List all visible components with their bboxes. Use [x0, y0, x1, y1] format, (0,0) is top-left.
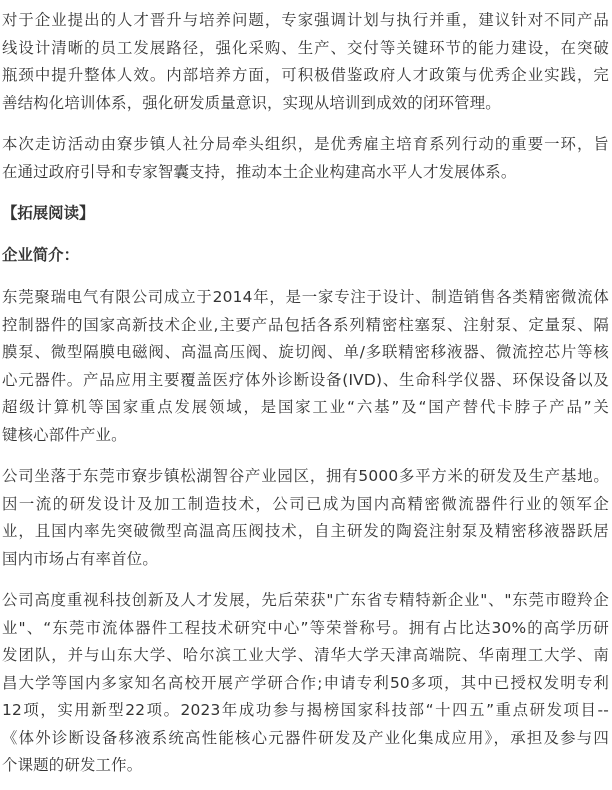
text-line: 《体外诊断设备移液系统高性能核心元器件研发及产业化集成应用》，承担及参与四 [2, 728, 609, 747]
text-line: 公司坐落于东莞市寮步镇松湖智谷产业园区，拥有5000多平方米的研发及生产基地。 [2, 467, 609, 485]
paragraph-company-location [2, 463, 609, 573]
text-line: 发团队，并与山东大学、哈尔滨工业大学、清华大学天津高端院、华南理工大学、南 [2, 646, 609, 664]
text-line: 12项，实用新型22项。2023年成功参与揭榜国家科技部“十四五”重点研发项目-- [2, 701, 609, 719]
text-line: 因一流的研发设计及加工制造技术，公司已成为国内高精密微流器件行业的领军企 [2, 494, 609, 513]
text-line: 线设计清晰的员工发展路径，强化采购、生产、交付等关键环节的能力建设，在突破 [2, 38, 609, 57]
text-line: 东莞聚瑞电气有限公司成立于2014年，是一家专注于设计、制造销售各类精密微流体 [2, 288, 609, 306]
text-line: 在通过政府引导和专家智囊支持，推动本土企业构建高水平人才发展体系。 [2, 162, 517, 181]
text-line: 国内市场占有率首位。 [2, 549, 158, 568]
text-line: 昌大学等国内多家知名高校开展产学研合作;申请专利50多项，其中已授权发明专利 [2, 673, 609, 692]
text-line: 公司高度重视科技创新及人才发展，先后荣获"广东省专精特新企业"、"东莞市瞪羚企 [2, 591, 609, 609]
text-line: 超级计算机等国家重点发展领域，是国家工业“六基”及“国产替代卡脖子产品”关 [2, 398, 609, 416]
heading-extended-reading: 【拓展阅读】 [2, 204, 95, 222]
text-line: 键核心部件产业。 [2, 425, 127, 444]
text-line: 业"、“东莞市流体器件工程技术研究中心”等荣誉称号。拥有占比达30%的高学历研 [2, 618, 609, 637]
text-line: 善结构化培训体系，强化研发质量意识，实现从培训到成效的闭环管理。 [2, 93, 501, 112]
heading-company-intro: 企业简介： [2, 245, 79, 264]
text-line: 对于企业提出的人才晋升与培养问题，专家强调计划与执行并重，建议针对不同产品 [2, 11, 609, 29]
paragraph-talent-training [2, 7, 609, 117]
text-line: 控制器件的国家高新技术企业,主要产品包括各系列精密柱塞泵、注射泵、定量泵、隔 [2, 315, 609, 334]
paragraph-company-innovation [2, 587, 609, 780]
paragraph-visit-activity [2, 131, 609, 186]
text-line: 瓶颈中提升整体人效。内部培养方面，可积极借鉴政府人才政策与优秀企业实践，完 [2, 66, 609, 84]
text-line: 业，且国内率先突破微型高温高压阀技术，自主研发的陶瓷注射泵及精密移液器跃居 [2, 522, 609, 540]
article-body [2, 7, 609, 780]
text-line: 本次走访活动由寮步镇人社分局牵头组织，是优秀雇主培育系列行动的重要一环，旨 [2, 135, 609, 153]
text-line: 心元器件。产品应用主要覆盖医疗体外诊断设备(IVD)、生命科学仪器、环保设备以及 [2, 370, 609, 389]
text-line: 膜泵、微型隔膜电磁阀、高温高压阀、旋切阀、单/多联精密移液器、微流控芯片等核 [2, 343, 609, 361]
paragraph-company-overview [2, 284, 609, 449]
text-line: 个课题的研发工作。 [2, 756, 143, 774]
